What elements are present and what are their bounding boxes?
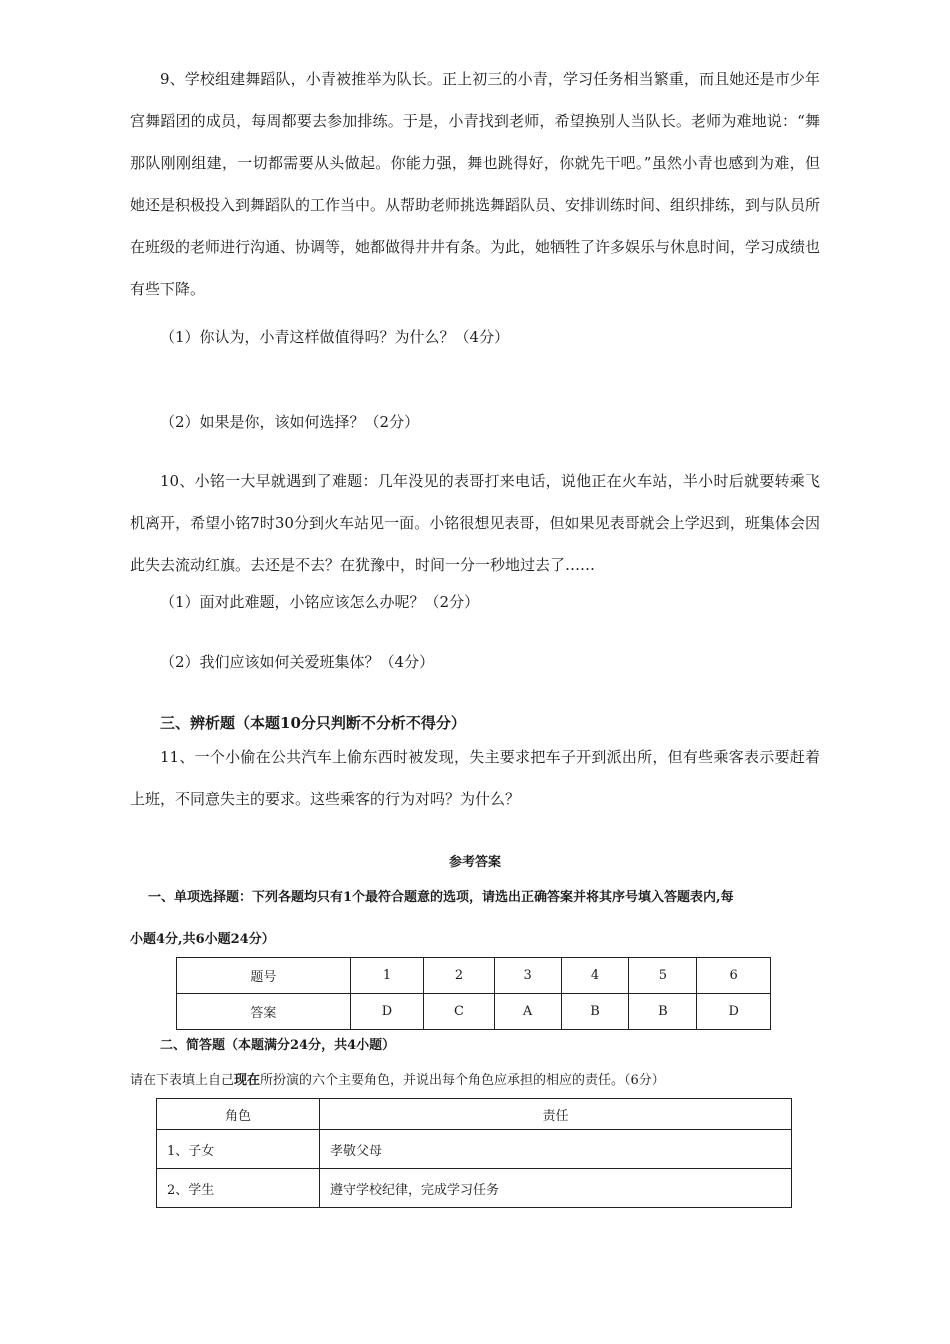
table-cell-label: 答案 xyxy=(177,994,351,1030)
answers-part2-prompt xyxy=(130,1069,665,1088)
question-9-sub-2: （2）如果是你，该如何选择？（2分） xyxy=(160,413,420,431)
table-cell: D xyxy=(697,994,771,1030)
answer-table-roles xyxy=(156,1098,792,1208)
question-10-sub-1: （1）面对此难题，小铭应该怎么办呢？（2分） xyxy=(160,593,480,611)
question-9-sub-1: （1）你认为，小青这样做值得吗？为什么？（4分） xyxy=(160,328,510,346)
role-cell: 1、子女 xyxy=(157,1130,320,1169)
table-cell: 3 xyxy=(494,958,561,994)
role-cell: 2、学生 xyxy=(157,1169,320,1208)
prompt-text: 所扮演的六个主要角色，并说出每个角色应承担的相应的责任。（6分） xyxy=(260,1073,665,1088)
table-row xyxy=(177,958,771,994)
table-cell: B xyxy=(629,994,697,1030)
table-header-row xyxy=(157,1099,792,1130)
column-header-duty: 责任 xyxy=(320,1099,792,1130)
table-cell: 2 xyxy=(424,958,494,994)
table-cell: 4 xyxy=(561,958,629,994)
duty-cell: 孝敬父母 xyxy=(320,1130,792,1169)
table-cell: B xyxy=(561,994,629,1030)
table-row xyxy=(177,994,771,1030)
prompt-text: 请在下表填上自己 xyxy=(130,1073,235,1088)
question-10-text: 10、小铭一大早就遇到了难题：几年没见的表哥打来电话，说他正在火车站，半小时后就要转乘飞机离开，希望小铭7时30分到火车站见一面。小铭很想见表哥，但如果见表哥就会上学迟到，班集体会因此失去流动红旗。去还是不去？在犹豫中，时间一分一秒地过去了…… xyxy=(130,472,820,574)
table-cell: A xyxy=(494,994,561,1030)
answers-part1-line2: 小题4分,共6小题24分） xyxy=(130,932,275,947)
table-cell: 5 xyxy=(629,958,697,994)
answers-part2-heading: 二、简答题（本题满分24分，共4小题） xyxy=(160,1038,396,1053)
answers-title: 参考答案 xyxy=(448,855,501,870)
table-cell: D xyxy=(350,994,424,1030)
column-header-role: 角色 xyxy=(157,1099,320,1130)
table-cell: 1 xyxy=(350,958,424,994)
table-row xyxy=(157,1130,792,1169)
table-cell: 6 xyxy=(697,958,771,994)
answer-table-choice xyxy=(176,957,771,1030)
answers-part1-line1: 一、单项选择题：下列各题均只有1个最符合题意的选项，请选出正确答案并将其序号填入答题表内,每 xyxy=(148,890,734,905)
duty-cell: 遵守学校纪律，完成学习任务 xyxy=(320,1169,792,1208)
section-3-heading: 三、辨析题（本题10分只判断不分析不得分） xyxy=(160,714,466,732)
question-10-sub-2: （2）我们应该如何关爱班集体？（4分） xyxy=(160,653,435,671)
question-9-text: 9、学校组建舞蹈队，小青被推举为队长。正上初三的小青，学习任务相当繁重，而且她还是市少年宫舞蹈团的成员，每周都要去参加排练。于是，小青找到老师，希望换别人当队长。老师为难地说：“舞那队刚刚组建，一切都需要从头做起。你能力强，舞也跳得好，你就先干吧。”虽然小青也感到为难，但她还是积极投入到舞蹈队的工作当中。从帮助老师挑选舞蹈队员、安排训练时间、组织排练，到与队员所在班级的老师进行沟通、协调等，她都做得井井有条。为此，她牺牲了许多娱乐与休息时间，学习成绩也有些下降。 xyxy=(130,70,821,298)
prompt-emphasis: 现在 xyxy=(234,1073,261,1088)
table-cell-label: 题号 xyxy=(177,958,351,994)
table-cell: C xyxy=(424,994,494,1030)
table-row xyxy=(157,1169,792,1208)
question-11-text: 11、一个小偷在公共汽车上偷东西时被发现，失主要求把车子开到派出所，但有些乘客表示要赶着上班，不同意失主的要求。这些乘客的行为对吗？为什么？ xyxy=(130,748,820,808)
